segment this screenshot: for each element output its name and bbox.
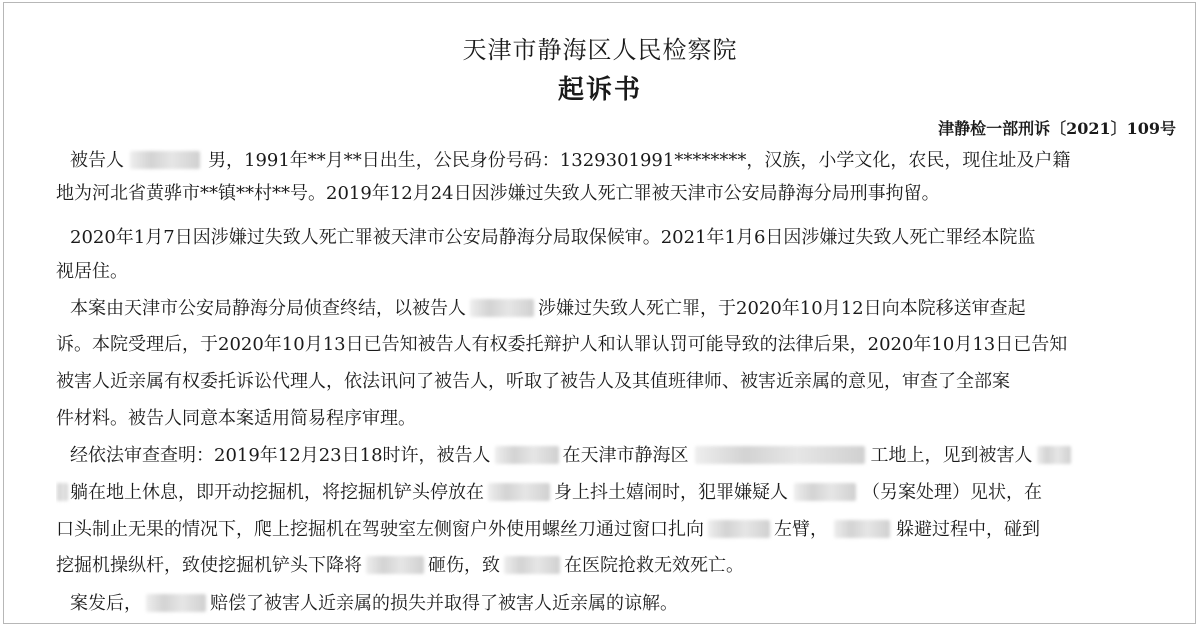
text-segment: 涉嫌过失致人死亡罪，于2020年10月12日向本院移送审查起: [538, 298, 1026, 319]
body-line-12: [56, 553, 1168, 579]
text-segment: 工地上，见到被害人: [870, 445, 1033, 466]
text-segment: 砸伤，致: [428, 555, 500, 576]
body-line-11: [56, 517, 1168, 543]
text-segment: 件材料。被告人同意本案适用简易程序审理。: [56, 408, 416, 429]
text-segment: 本案由天津市公安局静海分局侦查终结，以被告人: [70, 298, 466, 319]
body-line-13: [70, 591, 1182, 617]
redacted-name: [495, 446, 559, 464]
text-segment: 口头制止无果的情况下，爬上挖掘机在驾驶室左侧窗户外使用螺丝刀通过窗口扎向: [56, 519, 704, 540]
text-segment: 视居住。: [56, 261, 128, 282]
redacted-name: [794, 483, 856, 501]
text-segment: 经依法审查查明：2019年12月23日18时许，被告人: [70, 445, 491, 466]
document-title: 起诉书: [557, 75, 642, 105]
text-segment: 地为河北省黄骅市**镇**村**号。2019年12月24日因涉嫌过失致人死亡罪被天津市公安局静海分局刑事拘留。: [56, 183, 940, 204]
text-segment: 左臂，: [774, 519, 828, 540]
text-segment: 在天津市静海区: [562, 445, 689, 466]
text-segment: 诉。本院受理后，于2020年10月13日已告知被告人有权委托辩护人和认罪认罚可能导致的法律后果，2020年10月13日已告知: [56, 334, 1068, 355]
text-segment: 案发后，: [70, 593, 142, 614]
redacted-name: [504, 556, 560, 574]
redacted-name: [366, 556, 424, 574]
text-segment: 赔偿了被害人近亲属的损失并取得了被害人近亲属的谅解。: [210, 593, 678, 614]
text-segment: 躲避过程中，碰到: [896, 519, 1040, 540]
redacted-name: [488, 483, 550, 501]
body-line-1: [56, 148, 1168, 174]
redacted-location: [695, 446, 865, 464]
body-line-8: [56, 406, 1168, 432]
text-segment: （另案处理）见状，在: [862, 482, 1042, 503]
body-line-6: [56, 332, 1168, 358]
redacted-name: [130, 151, 200, 169]
body-line-7: [56, 369, 1168, 395]
body-line-2: [56, 181, 1168, 207]
text-segment: 被害人近亲属有权委托诉讼代理人，依法讯问了被告人，听取了被告人及其值班律师、被害近亲属的意见，审查了全部案: [56, 371, 1010, 392]
text-segment: 在医院抢救无效死亡。: [564, 555, 744, 576]
redacted-name: [146, 594, 206, 612]
procuratorate-name: 天津市静海区人民检察院: [462, 36, 738, 64]
redacted-name: [708, 520, 770, 538]
text-segment: 男，1991年**月**日出生，公民身份号码：1329301991********，汉族，小学文化，农民，现住址及户籍: [208, 150, 1071, 171]
body-line-4: [56, 259, 1168, 285]
redacted-name: [834, 520, 890, 538]
text-segment: 身上抖土嬉闹时，犯罪嫌疑人: [554, 482, 788, 503]
redacted-name: [56, 483, 68, 501]
text-segment: 挖掘机操纵杆，致使挖掘机铲头下降将: [56, 555, 362, 576]
body-line-3: [70, 225, 1168, 251]
text-segment: 躺在地上休息，即开动挖掘机，将挖掘机铲头停放在: [70, 482, 484, 503]
body-line-5: [70, 296, 1168, 322]
document-number: 津静检一部刑诉〔2021〕109号: [938, 119, 1176, 138]
body-line-9: [70, 443, 1168, 469]
redacted-name: [1037, 446, 1071, 464]
text-segment: 被告人: [70, 150, 124, 171]
body-line-10: [56, 480, 1168, 506]
text-segment: 2020年1月7日因涉嫌过失致人死亡罪被天津市公安局静海分局取保候审。2021年1月6日因涉嫌过失致人死亡罪经本院监: [70, 227, 1036, 248]
redacted-name: [470, 299, 534, 317]
